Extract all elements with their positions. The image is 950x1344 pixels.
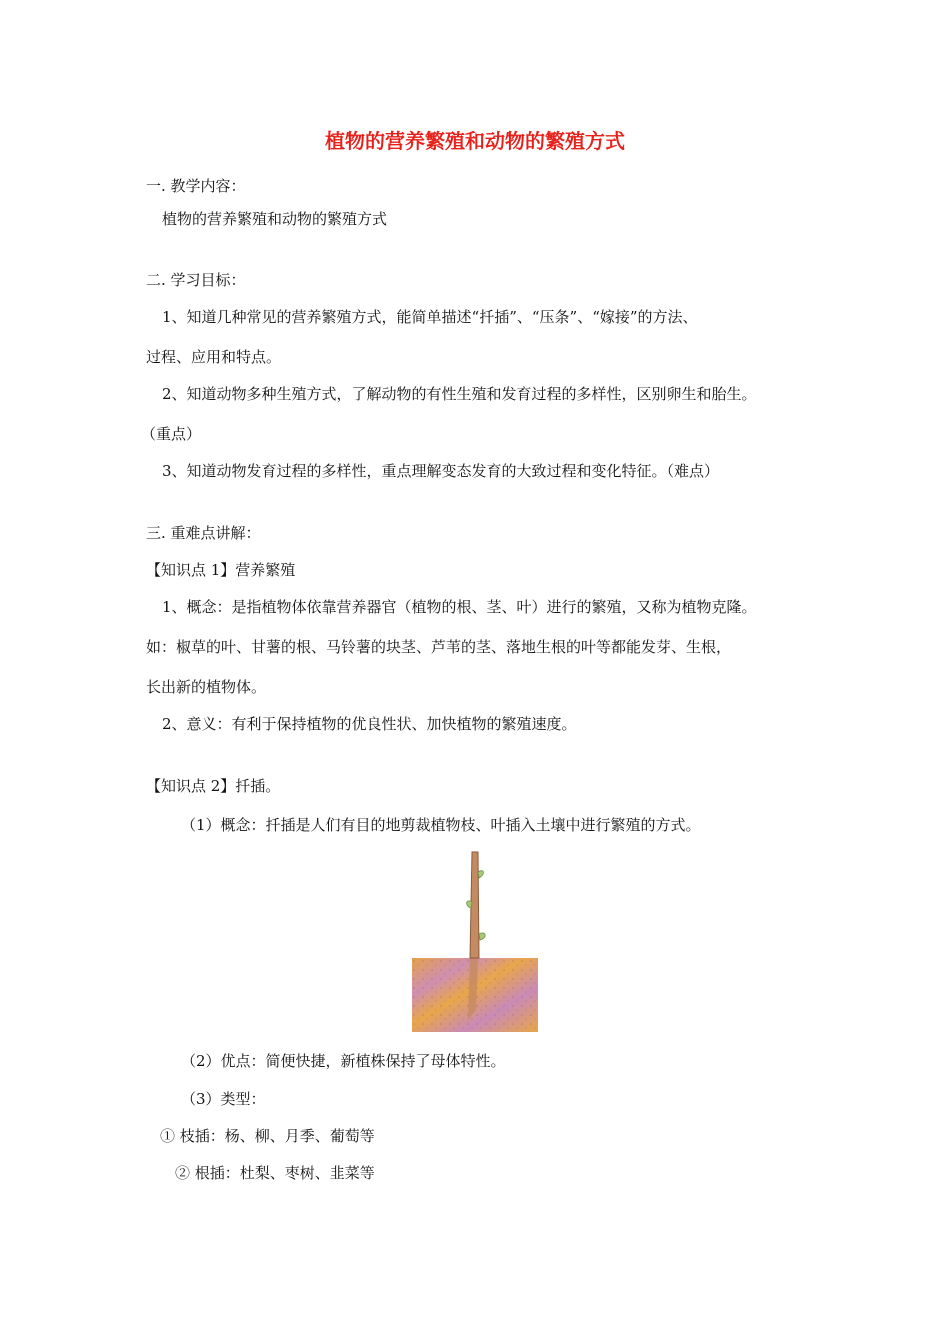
kp2-concept: （1）概念：扦插是人们有目的地剪裁植物枝、叶插入土壤中进行繁殖的方式。 (181, 816, 701, 834)
kp2-type-2: ② 根插：杜梨、枣树、韭菜等 (175, 1164, 375, 1182)
kp1-concept-line-2: 如：椒草的叶、甘薯的根、马铃薯的块茎、芦苇的茎、落地生根的叶等都能发芽、生根， (146, 638, 732, 656)
kp1-concept-line-1: 1、概念：是指植物体依靠营养器官（植物的根、茎、叶）进行的繁殖，又称为植物克隆。 (162, 598, 757, 616)
content-text: 植物的营养繁殖和动物的繁殖方式 (162, 210, 388, 228)
kp1-concept-line-3: 长出新的植物体。 (146, 678, 267, 696)
knowledge-point-1-heading: 【知识点 1】营养繁殖 (146, 561, 296, 579)
kp2-type-1: ① 枝插：杨、柳、月季、葡萄等 (160, 1127, 375, 1145)
goal-1-line-2: 过程、应用和特点。 (146, 348, 282, 366)
cutting-illustration-svg (412, 850, 540, 1032)
bud-top (478, 871, 483, 878)
section-heading-goals: 二. 学习目标： (146, 271, 246, 289)
section-heading-content: 一. 教学内容： (146, 177, 246, 195)
kp2-types: （3）类型： (181, 1090, 266, 1108)
page-title: 植物的营养繁殖和动物的繁殖方式 (325, 129, 625, 153)
bud-middle (467, 901, 472, 908)
bud-lower (479, 933, 485, 940)
goal-3: 3、知道动物发育过程的多样性，重点理解变态发育的大致过程和变化特征。（难点） (162, 462, 720, 480)
goal-2-line-2: （重点） (141, 425, 202, 443)
goal-2-line-1: 2、知道动物多种生殖方式，了解动物的有性生殖和发育过程的多样性，区别卵生和胎生。 (162, 385, 757, 403)
kp2-advantage: （2）优点：简便快捷，新植株保持了母体特性。 (181, 1052, 506, 1070)
goal-1-line-1: 1、知道几种常见的营养繁殖方式，能简单描述“扦插”、“压条”、“嫁接”的方法、 (162, 308, 698, 326)
cutting-illustration (412, 850, 540, 1032)
knowledge-point-2-heading: 【知识点 2】扦插。 (146, 777, 281, 795)
kp1-meaning: 2、意义：有利于保持植物的优良性状、加快植物的繁殖速度。 (162, 715, 577, 733)
section-heading-key-points: 三. 重难点讲解： (146, 524, 261, 542)
